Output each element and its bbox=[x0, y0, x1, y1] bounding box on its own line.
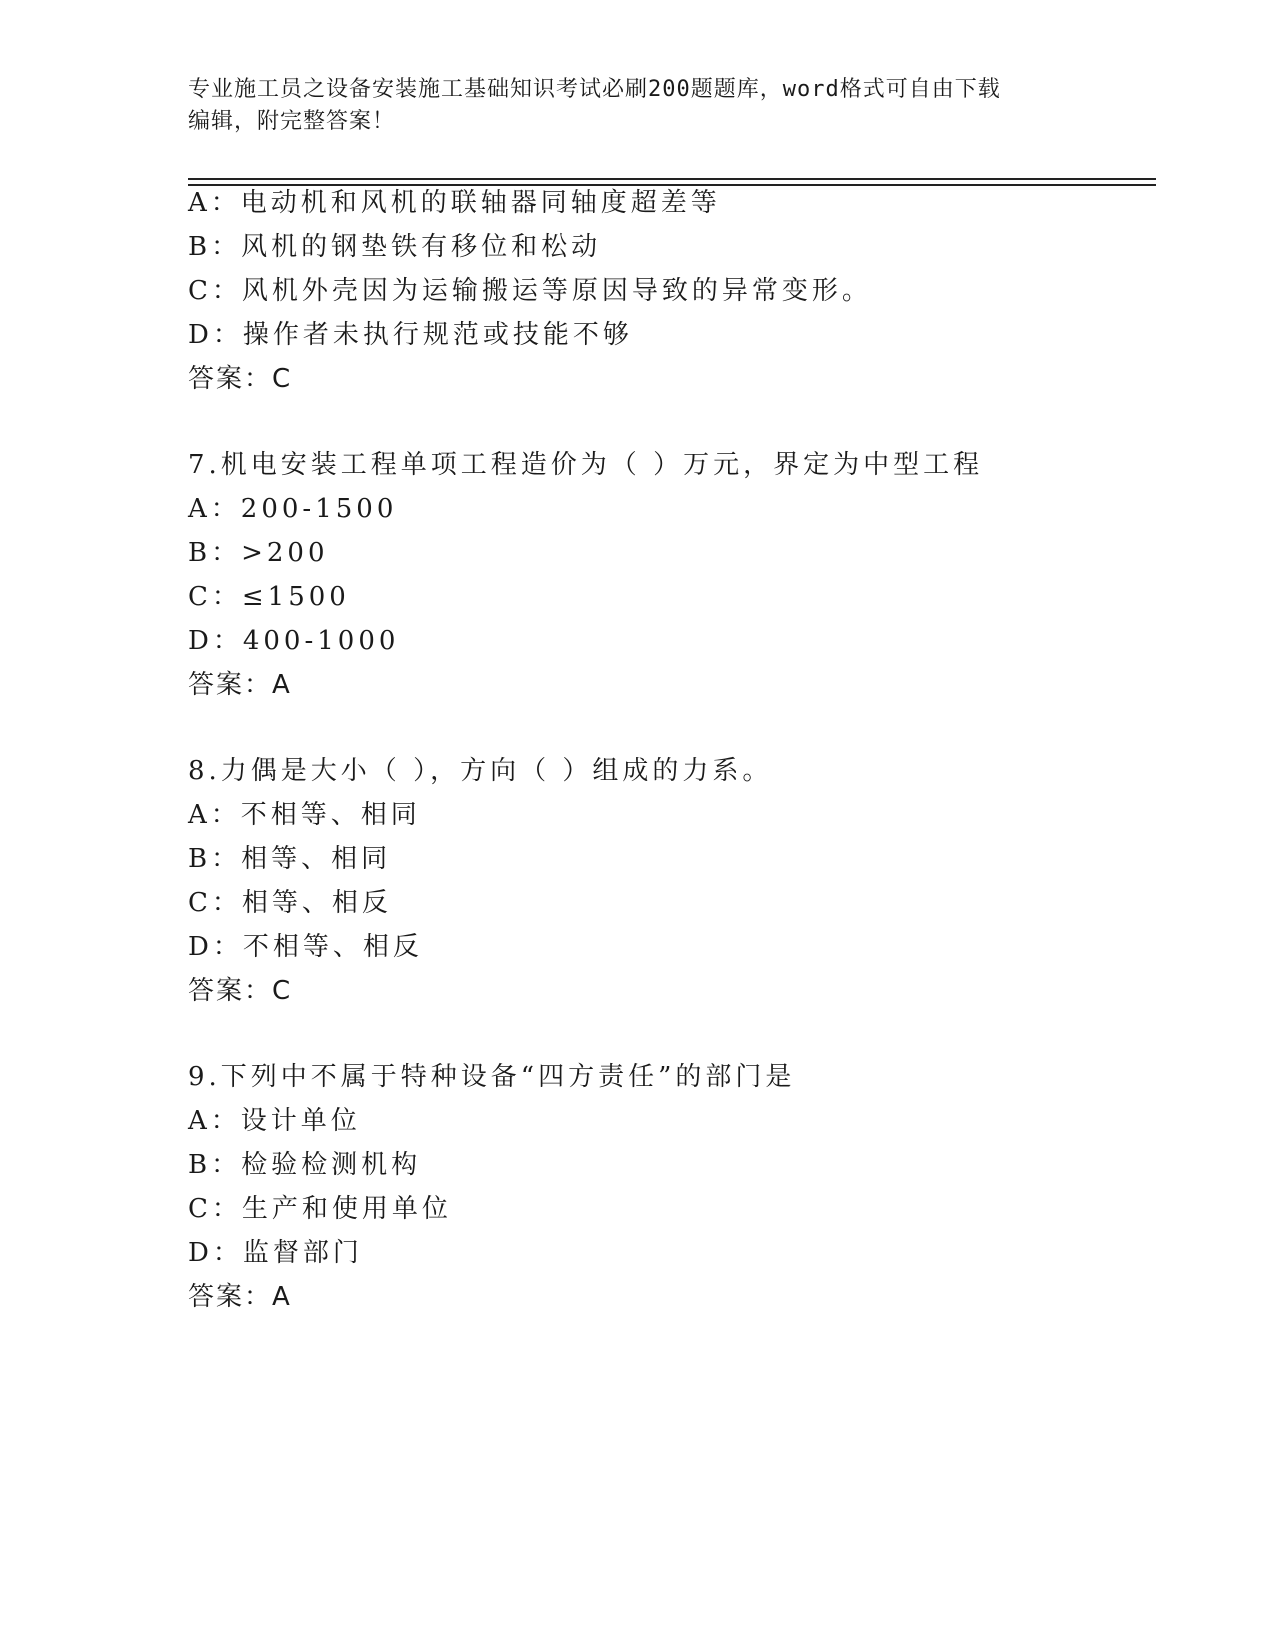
q8-question: 8.力偶是大小（ ），方向（ ）组成的力系。 bbox=[188, 756, 773, 786]
header-line-1: 专业施工员之设备安装施工基础知识考试必刷200题题库，word格式可自由下载 bbox=[188, 77, 1001, 102]
q7-option-a: A：200-1500 bbox=[188, 494, 398, 524]
q7-option-c: C：≤1500 bbox=[188, 582, 350, 612]
document-header bbox=[188, 74, 1088, 138]
q9-option-a: A：设计单位 bbox=[188, 1106, 361, 1136]
q9-option-c: C：生产和使用单位 bbox=[188, 1194, 452, 1224]
q6-answer: 答案：C bbox=[188, 364, 293, 394]
q6-option-d: D：操作者未执行规范或技能不够 bbox=[188, 320, 633, 350]
q8-option-a: A：不相等、相同 bbox=[188, 800, 421, 830]
q7-option-b: B：>200 bbox=[188, 538, 329, 568]
header-divider-top bbox=[188, 178, 1156, 180]
q7-answer: 答案：A bbox=[188, 670, 292, 700]
q7-question: 7.机电安装工程单项工程造价为（ ）万元，界定为中型工程 bbox=[188, 450, 984, 480]
q9-answer: 答案：A bbox=[188, 1282, 292, 1312]
q8-option-d: D：不相等、相反 bbox=[188, 932, 423, 962]
q9-question: 9.下列中不属于特种设备“四方责任”的部门是 bbox=[188, 1062, 796, 1092]
q6-option-b: B：风机的钢垫铁有移位和松动 bbox=[188, 232, 602, 262]
q9-option-d: D：监督部门 bbox=[188, 1238, 363, 1268]
q7-option-d: D：400-1000 bbox=[188, 626, 400, 656]
q6-option-a: A：电动机和风机的联轴器同轴度超差等 bbox=[188, 188, 721, 218]
q8-option-b: B：相等、相同 bbox=[188, 844, 392, 874]
q8-option-c: C：相等、相反 bbox=[188, 888, 392, 918]
q8-answer: 答案：C bbox=[188, 976, 293, 1006]
q6-option-c: C：风机外壳因为运输搬运等原因导致的异常变形。 bbox=[188, 276, 872, 306]
header-line-2: 编辑，附完整答案！ bbox=[188, 109, 396, 134]
q9-option-b: B：检验检测机构 bbox=[188, 1150, 422, 1180]
